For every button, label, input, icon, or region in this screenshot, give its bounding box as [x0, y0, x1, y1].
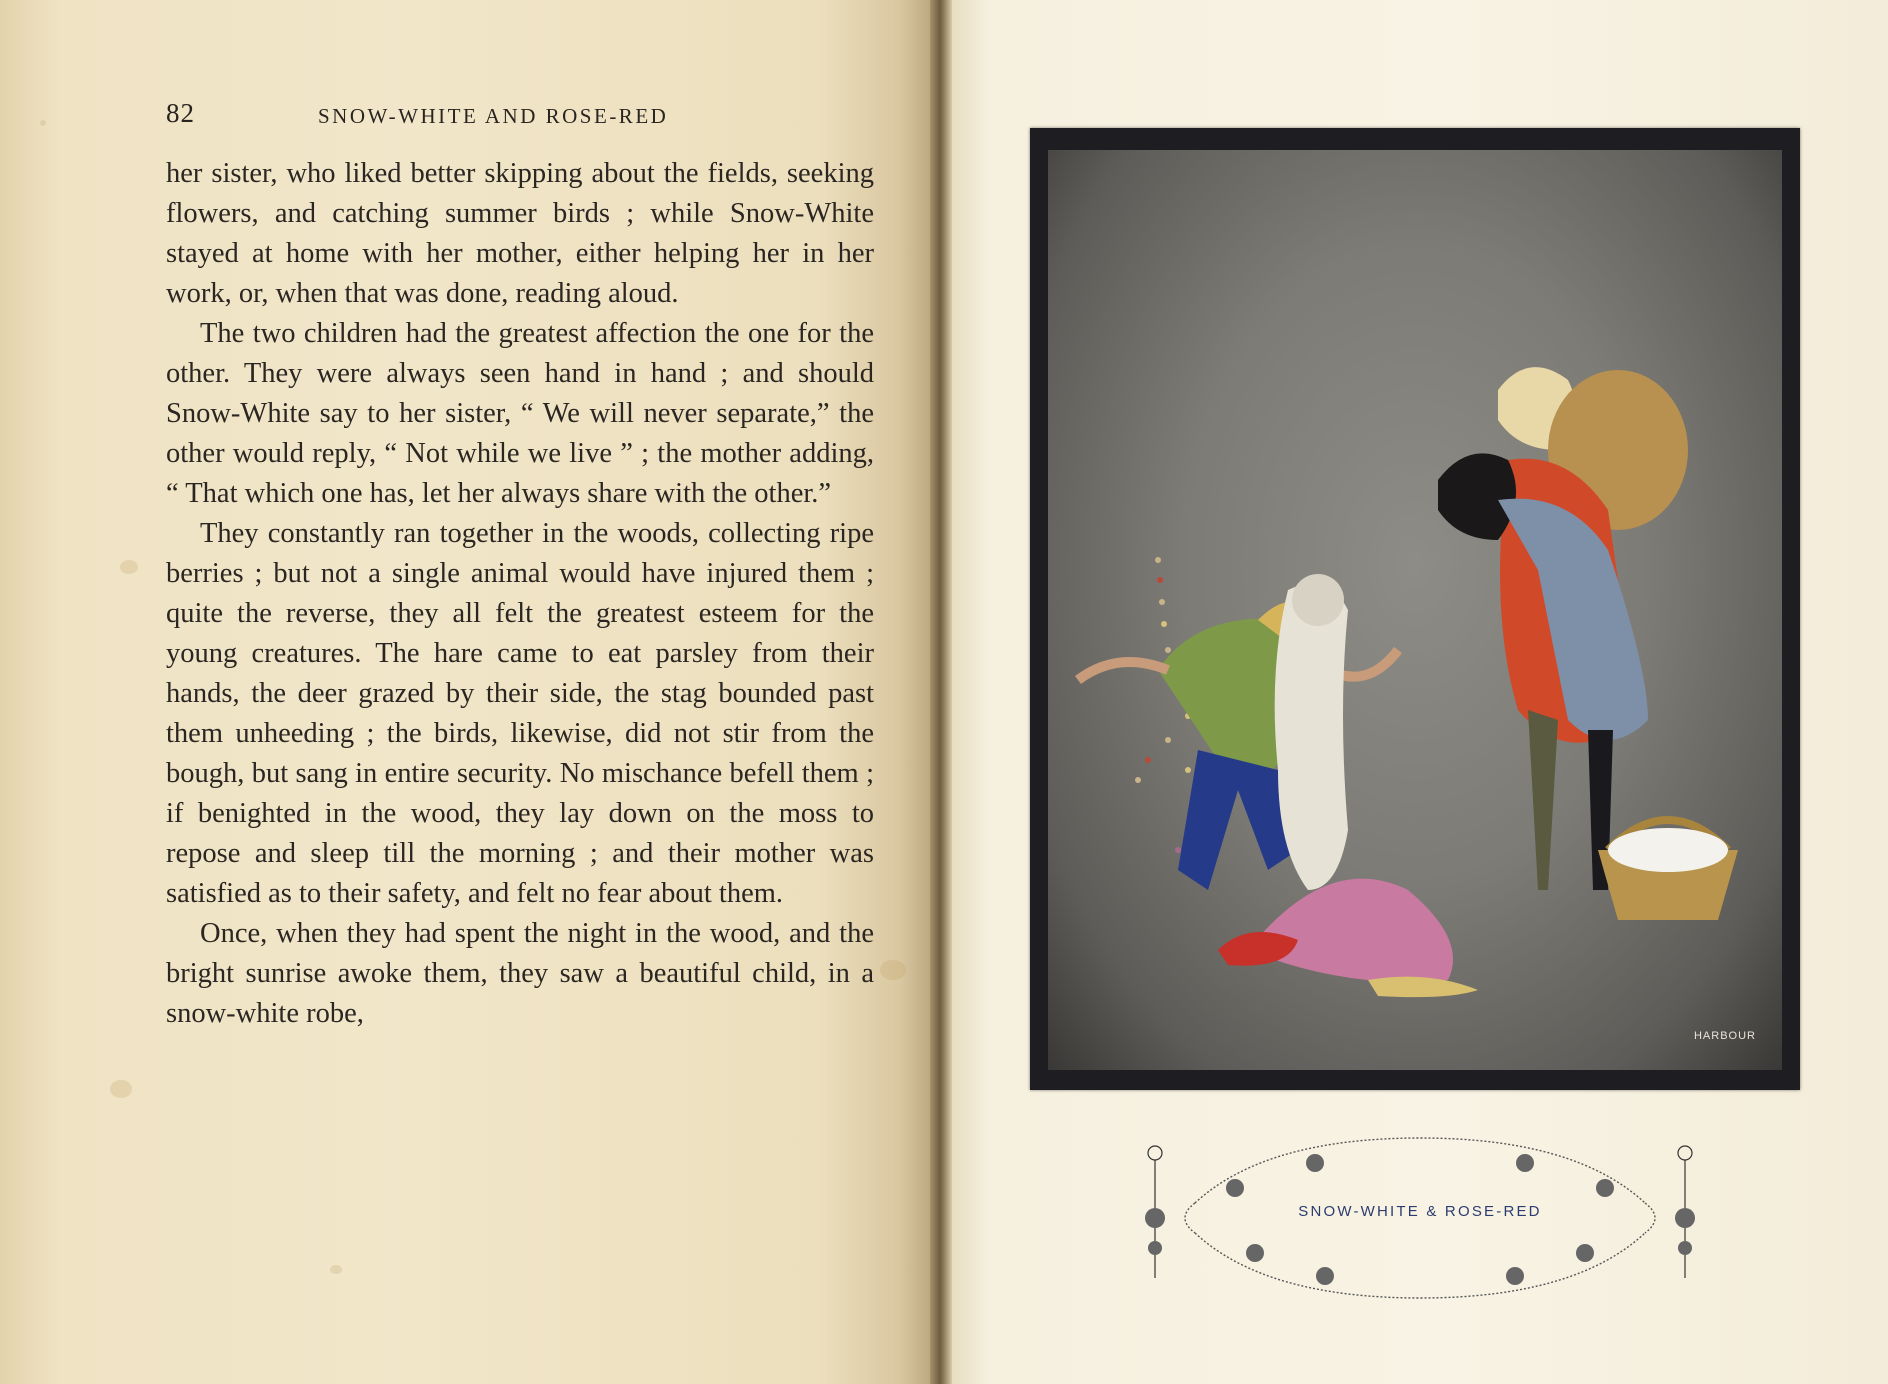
girl-legs	[1528, 710, 1558, 890]
illustration-drawing	[1048, 150, 1782, 1070]
illustration-image	[1048, 150, 1782, 1070]
plate-caption: SNOW-WHITE & ROSE-RED	[1298, 1203, 1542, 1220]
paper-spot	[120, 560, 138, 574]
paper-spot	[40, 120, 46, 126]
illustration-plate	[1030, 128, 1800, 1090]
book-gutter	[930, 0, 952, 1384]
jewel-pile	[1248, 879, 1453, 982]
page-number: 82	[166, 98, 195, 128]
paper-spot	[880, 960, 906, 980]
paragraph: They constantly ran together in the woods, collecting ripe berries ; but not a single animal would have injured them ; quite the reverse, they all felt the greatest esteem for the young creatures. The hare came to eat parsley from their hands, the deer grazed by their side, the stag bounded past them unheeding ; the birds, likewise, did not stir from the bough, but sang in entire security. No mischance befell them ; if benighted in the wood, they lay down on the moss to repose and sleep till the morning ; and their mother was satisfied as to their safety, and felt no fear about them.	[166, 518, 874, 909]
paragraph: The two children had the greatest affection the one for the other. They were always seen hand in hand ; and should Snow-White say to her sister, “ We will never separate,” the other would reply, “ Not while we live ” ; the mother adding, “ That which one has, let her always share with the other.”	[166, 318, 874, 509]
jewel-pile-gold	[1368, 977, 1478, 997]
body-text	[166, 154, 874, 1034]
left-page	[0, 0, 940, 1384]
paper-spot	[110, 1080, 132, 1098]
gnome-arm	[1078, 662, 1168, 680]
running-head: SNOW-WHITE AND ROSE-RED	[318, 104, 669, 128]
girl-hair-dark	[1438, 453, 1516, 540]
paper-spot	[330, 1265, 342, 1274]
paragraph: her sister, who liked better skipping about the fields, seeking flowers, and catching summer birds ; while Snow-White stayed at home with her mother, either helping her in her work, or, when that was done, reading aloud.	[166, 158, 874, 309]
illustration-signature: HARBOUR	[1693, 1030, 1756, 1042]
basket-cloth	[1608, 828, 1728, 872]
paragraph: Once, when they had spent the night in the wood, and the bright sunrise awoke them, they saw a beautiful child, in a snow-white robe,	[166, 918, 874, 1029]
page-header	[166, 98, 876, 134]
gnome-head	[1292, 574, 1344, 626]
